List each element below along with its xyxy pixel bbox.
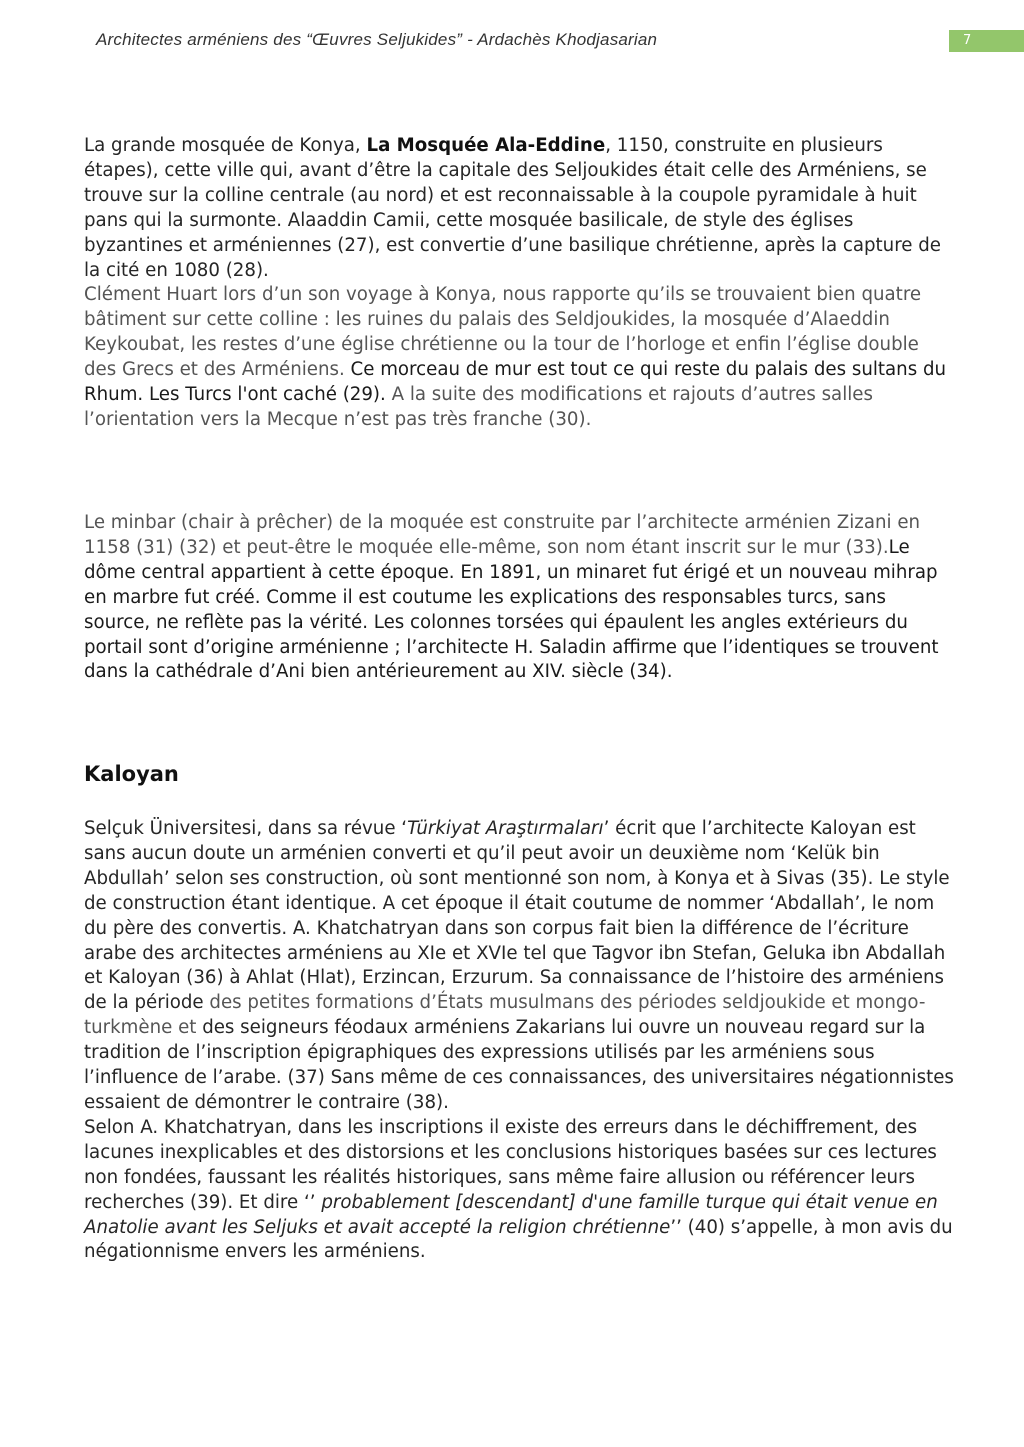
paragraph-4 <box>84 817 954 1116</box>
paragraph-5 <box>84 1116 954 1265</box>
paragraph-text: ’’ (40) s’appelle, à mon avis du négationnisme envers les arméniens. <box>84 1216 953 1263</box>
section-heading-kaloyan: Kaloyan <box>84 762 179 786</box>
paragraph-text: Clément Huart lors d’un son voyage à Konya, nous rapporte qu’ils se trouvaient bien quatre bâtiment sur cette colline : les ruines du palais des Seldjoukides, la mosquée d’Alaeddin Keykoubat, les restes d’une église chrétienne ou la tour de l’horloge et enfin l’église double des Grecs et des Arméniens. <box>84 284 922 381</box>
paragraph-text: La grande mosquée de Konya, <box>84 135 367 156</box>
paragraph-text: A la suite des modifications et rajouts d’autres salles l’orientation vers la Mecque n’est pas très franche (30). <box>84 384 873 430</box>
section-kaloyan <box>84 817 954 1265</box>
paragraph-1 <box>84 134 954 283</box>
italic-journal-title: Türkiyat Araştırmaları <box>407 818 604 839</box>
paragraph-text: , 1150, construite en plusieurs étapes), cette ville qui, avant d’être la capitale des Seljoukides était celle des Arméniens, se trouve sur la colline centrale (au nord) et est reconnaissable à la coupole pyramidale à huit pans qui la surmonte. Alaaddin Camii, cette mosquée basilicale, de style des églises byzantines et arméniennes (27), est convertie d’une basilique chrétienne, après la capture de la cité en 1080 (28). <box>84 135 941 281</box>
paragraph-text: ’ écrit que l’architecte Kaloyan est sans aucun doute un arménien converti et qu’il peut avoir un deuxième nom ‘Kelük bin Abdullah’ selon ses construction, où sont mentionné son nom, à Konya et à Sivas (35). Le style de construction étant identique. A cet époque il était coutume de nommer ‘Abdallah’, le nom du père des convertis. A. Khatchatryan dans son corpus fait bien la différence de l’écriture arabe des architectes arméniens au XIe et XVIe tel que Tagvor ibn Stefan, Geluka ibn Abdallah et Kaloyan (36) à Ahlat (Hlat), Erzincan, Erzurum. Sa connaissance de l’histoire des arméniens de la période <box>84 818 950 1014</box>
paragraph-text: Selçuk Üniversitesi, dans sa révue ‘ <box>84 818 408 839</box>
paragraph-text: Le dôme central appartient à cette époque. En 1891, un minaret fut érigé et un nouveau mihrap en marbre fut créé. Comme il est coutume les explications des responsables turcs, sans source, ne reflète pas la vérité. Les colonnes torsées qui épaulent les angles extérieurs du portail sont d’origine arménienne ; l’architecte H. Saladin affirme que l’identiques se trouvent dans la cathédrale d’Ani bien antérieurement au XIV. siècle (34). <box>84 536 939 683</box>
paragraph-text: Le minbar (chair à prêcher) de la moquée est construite par l’architecte arménien Zizani en 1158 (31) (32) et peut-être le moquée elle-même, son nom étant inscrit sur le mur (33). <box>84 512 921 558</box>
paragraph-text: Selon A. Khatchatryan, dans les inscriptions il existe des erreurs dans le déchiffrement, des lacunes inexplicables et des distorsions et les conclusions historiques basées sur ces lectures non fondées, faussant les réalités historiques, sans même faire allusion ou référencer leurs recherches (39). Et dire ‘’ <box>84 1116 937 1213</box>
paragraph-text: des petites formations d’États musulmans des périodes seldjoukide et mongo-turkmène et <box>84 992 926 1039</box>
paragraph-3 <box>84 511 954 685</box>
paragraph-text: Ce morceau de mur est tout ce qui reste du palais des sultans du Rhum. Les Turcs l'ont caché (29). <box>84 359 947 406</box>
paragraph-2 <box>84 283 954 432</box>
bold-mosque-name: La Mosquée Ala-Eddine <box>366 135 606 156</box>
paragraph-text: des seigneurs féodaux arméniens Zakarians lui ouvre un nouveau regard sur la tradition de l’inscription épigraphiques des expressions utilisés par les arméniens sous l’influence de l’arabe. (37) Sans même de ces connaissances, des universitaires négationnistes essaient de démontrer le contraire (38). <box>84 1017 954 1113</box>
italic-quote: probablement [descendant] d'une famille turque qui était venue en Anatolie avant les Seljuks et avait accepté la religion chrétienne <box>84 1191 938 1238</box>
section-minbar <box>84 511 954 685</box>
running-title: Architectes arméniens des “Œuvres Seljukides” - Ardachès Khodjasarian <box>96 30 658 49</box>
page-number-badge: 7 <box>949 30 1024 52</box>
section-ala-eddine <box>84 134 954 433</box>
